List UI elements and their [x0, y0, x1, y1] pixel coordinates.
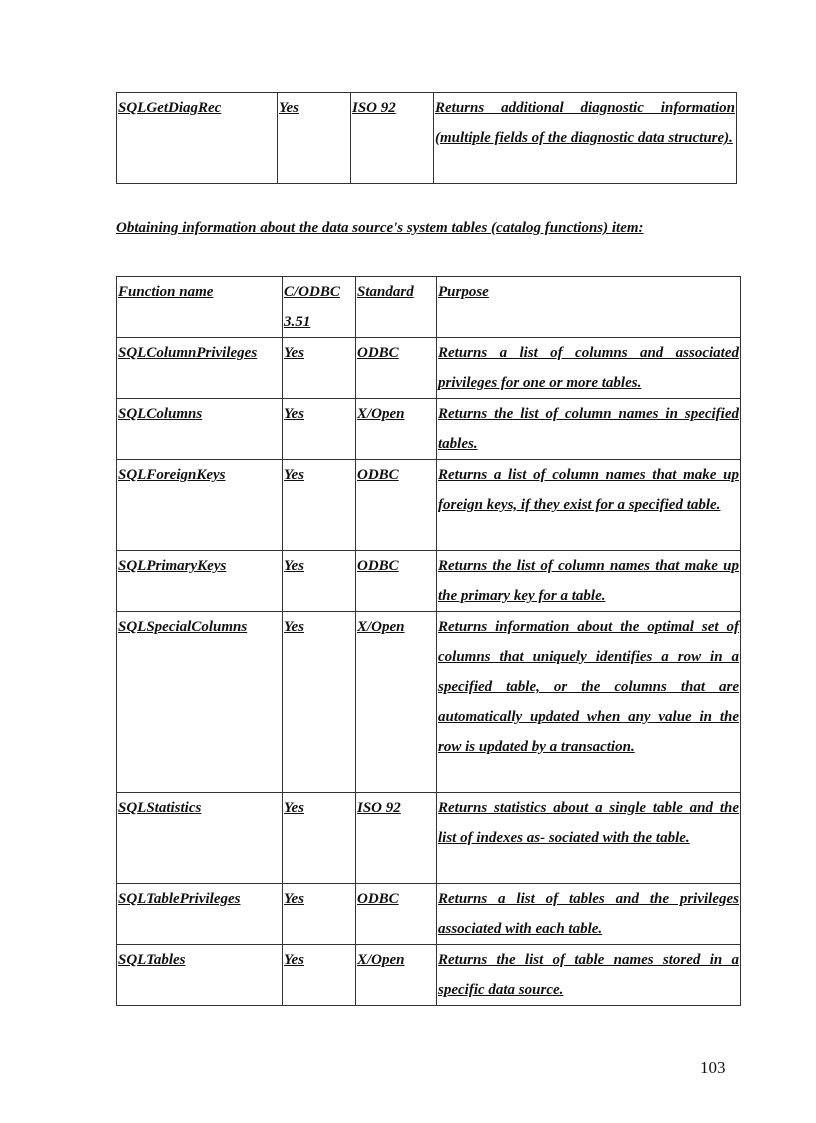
- table-row: [117, 884, 741, 945]
- standard-cell: X/Open: [356, 399, 437, 460]
- table-row: [117, 551, 741, 612]
- table-row: [117, 460, 741, 551]
- purpose-cell: Returns the list of column names that make up the primary key for a table.: [437, 551, 741, 612]
- standard-cell: X/Open: [356, 612, 437, 793]
- function-name-cell: SQLTables: [117, 945, 283, 1006]
- header-standard: Standard: [356, 277, 437, 338]
- page-number: 103: [700, 1058, 726, 1077]
- purpose-cell: Returns a list of column names that make up foreign keys, if they exist for a specified table.: [437, 460, 741, 551]
- diag-function-table: [116, 92, 737, 184]
- standard-cell: ODBC: [356, 884, 437, 945]
- table-row: [117, 793, 741, 884]
- function-name-cell: SQLPrimaryKeys: [117, 551, 283, 612]
- function-name-cell: SQLForeignKeys: [117, 460, 283, 551]
- odbc-cell: Yes: [283, 945, 356, 1006]
- function-name-cell: SQLColumnPrivileges: [117, 338, 283, 399]
- purpose-cell: Returns the list of table names stored in a specific data source.: [437, 945, 741, 1006]
- table-row: [117, 399, 741, 460]
- function-name-cell: SQLSpecialColumns: [117, 612, 283, 793]
- purpose-cell: Returns statistics about a single table and the list of indexes as- sociated with the table.: [437, 793, 741, 884]
- function-name-cell: SQLGetDiagRec: [117, 93, 278, 184]
- standard-cell: ODBC: [356, 460, 437, 551]
- header-odbc: C/ODBC 3.51: [283, 277, 356, 338]
- purpose-cell: Returns additional diagnostic information (multiple fields of the diagnostic data structure).: [434, 93, 737, 184]
- section-heading: Obtaining information about the data source's system tables (catalog functions) item:: [116, 220, 644, 236]
- odbc-cell: Yes: [283, 612, 356, 793]
- function-name-cell: SQLStatistics: [117, 793, 283, 884]
- table-row: [117, 93, 737, 184]
- function-name-cell: SQLColumns: [117, 399, 283, 460]
- odbc-cell: Yes: [283, 793, 356, 884]
- standard-cell: ISO 92: [356, 793, 437, 884]
- standard-cell: X/Open: [356, 945, 437, 1006]
- purpose-cell: Returns a list of columns and associated privileges for one or more tables.: [437, 338, 741, 399]
- odbc-cell: Yes: [283, 460, 356, 551]
- catalog-function-table: [116, 276, 741, 1006]
- purpose-cell: Returns a list of tables and the privileges associated with each table.: [437, 884, 741, 945]
- odbc-cell: Yes: [283, 338, 356, 399]
- purpose-cell: Returns information about the optimal set of columns that uniquely identifies a row in a specified table, or the columns that are automatically updated when any value in the row is updated by a transaction.: [437, 612, 741, 793]
- function-name-cell: SQLTablePrivileges: [117, 884, 283, 945]
- header-function-name: Function name: [117, 277, 283, 338]
- odbc-cell: Yes: [283, 551, 356, 612]
- header-purpose: Purpose: [437, 277, 741, 338]
- table-row: [117, 945, 741, 1006]
- standard-cell: ODBC: [356, 551, 437, 612]
- purpose-cell: Returns the list of column names in specified tables.: [437, 399, 741, 460]
- standard-cell: ODBC: [356, 338, 437, 399]
- standard-cell: ISO 92: [351, 93, 434, 184]
- odbc-cell: Yes: [283, 399, 356, 460]
- table-row: [117, 338, 741, 399]
- table-row: [117, 612, 741, 793]
- header-row: [117, 277, 741, 338]
- odbc-cell: Yes: [278, 93, 351, 184]
- odbc-cell: Yes: [283, 884, 356, 945]
